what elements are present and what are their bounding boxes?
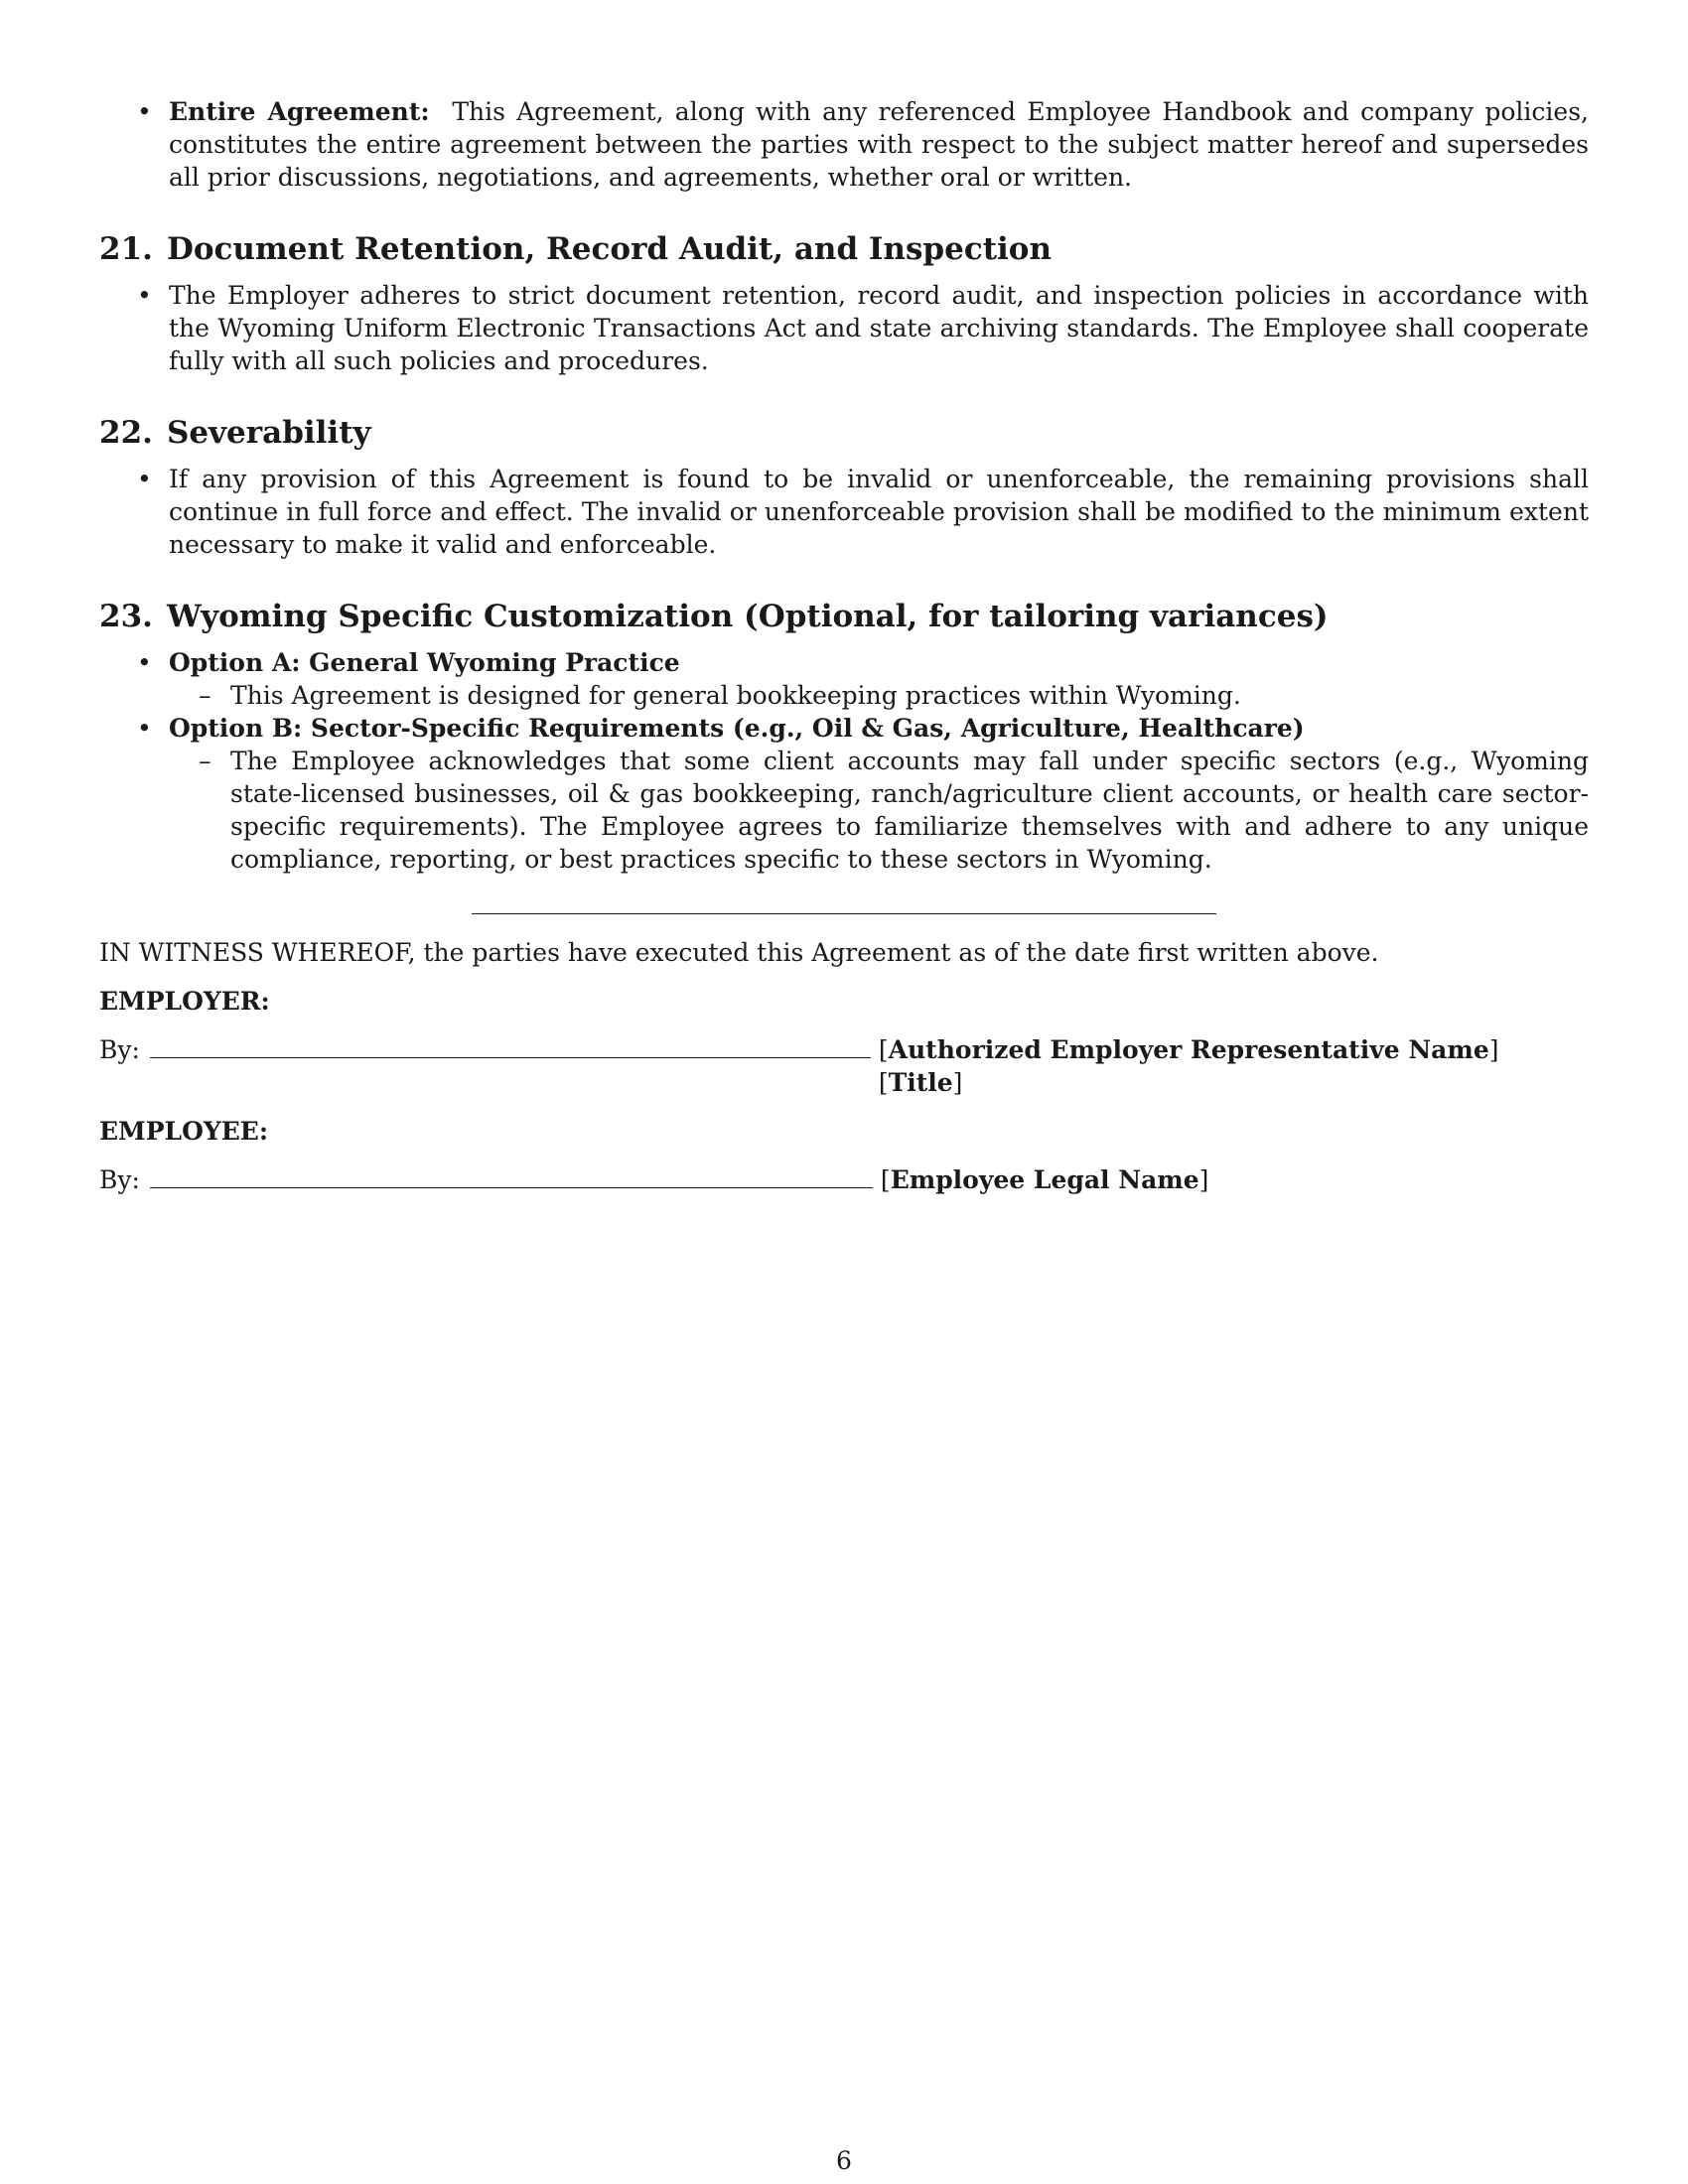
section-21-heading: [99, 229, 1589, 269]
employee-name-placeholder: Employee Legal Name: [890, 1165, 1199, 1194]
document-page: [99, 95, 1589, 1196]
section-22-list: [99, 463, 1589, 561]
option-b-sublist: [169, 745, 1589, 876]
section-divider: [472, 913, 1216, 914]
section-21-bullet: • The Employer adheres to strict document retention, record audit, and inspection policies in accordance with the Wyoming Uniform Electronic Transactions Act and state archiving standards. The Employee shall cooperate fully with all such policies and procedures.: [99, 279, 1589, 377]
employer-signature-line[interactable]: [150, 1035, 871, 1058]
intro-list: [99, 95, 1589, 194]
employer-label: EMPLOYER:: [99, 987, 270, 1016]
employer-signatory: [Authorized Employer Representative Name] [Title]: [878, 1035, 1499, 1097]
option-b-label: Option B: Sector-Specific Requirements (e.g., Oil & Gas, Agriculture, Healthcare): [169, 714, 1305, 743]
employer-name-placeholder: Authorized Employer Representative Name: [888, 1035, 1489, 1064]
option-b-text: – The Employee acknowledges that some client accounts may fall under specific sectors (e.g., Wyoming state-licensed businesses, oil & gas bookkeeping, ranch/agriculture client accounts, or health care sector-specific requirements). The Employee agrees to familiarize themselves with and adhere to any unique compliance, reporting, or best practices specific to these sectors in Wyoming.: [169, 745, 1589, 876]
section-21-title: Document Retention, Record Audit, and Inspection: [166, 231, 1053, 267]
section-22-bullet: • If any provision of this Agreement is found to be invalid or unenforceable, the remaining provisions shall continue in full force and effect. The invalid or unenforceable provision shall be modified to the minimum extent necessary to make it valid and enforceable.: [99, 463, 1589, 561]
employer-title-placeholder: Title: [888, 1068, 953, 1097]
option-a-item: [99, 646, 1589, 712]
option-b-item: [99, 712, 1589, 876]
employee-signature-line[interactable]: [150, 1165, 873, 1188]
section-23-title: Wyoming Specific Customization (Optional, for tailoring variances): [166, 599, 1329, 634]
option-a-sublist: [169, 679, 1589, 712]
employee-signatory: [Employee Legal Name]: [880, 1165, 1209, 1194]
section-23: [99, 597, 1589, 876]
entire-agreement-bullet: [99, 95, 1589, 194]
option-a-label: Option A: General Wyoming Practice: [169, 648, 680, 677]
section-21-number: 21.: [99, 231, 153, 267]
section-21: [99, 229, 1589, 377]
page-number: 6: [836, 2146, 852, 2175]
employer-by-label: By:: [99, 1035, 140, 1064]
section-23-heading: [99, 597, 1589, 636]
section-22: [99, 413, 1589, 561]
option-a-text: – This Agreement is designed for general bookkeeping practices within Wyoming.: [169, 679, 1589, 712]
section-22-title: Severability: [166, 415, 371, 451]
entire-agreement-text: This Agreement, along with any referenced Employee Handbook and company policies, constitutes the entire agreement between the parties with respect to the subject matter hereof and supersedes all prior discussions, negotiations, and agreements, whether oral or written.: [169, 97, 1589, 192]
section-21-list: [99, 279, 1589, 377]
employee-signature-row: [99, 1163, 1589, 1196]
employee-label: EMPLOYEE:: [99, 1117, 269, 1146]
section-22-number: 22.: [99, 415, 153, 451]
employer-signature-row: [99, 1033, 1589, 1099]
section-22-heading: [99, 413, 1589, 453]
witness-statement: IN WITNESS WHEREOF, the parties have executed this Agreement as of the date first written above.: [99, 938, 1379, 967]
section-23-options: [99, 646, 1589, 876]
section-23-number: 23.: [99, 599, 153, 634]
entire-agreement-label: Entire Agreement:: [169, 97, 430, 126]
employee-by-label: By:: [99, 1165, 140, 1194]
